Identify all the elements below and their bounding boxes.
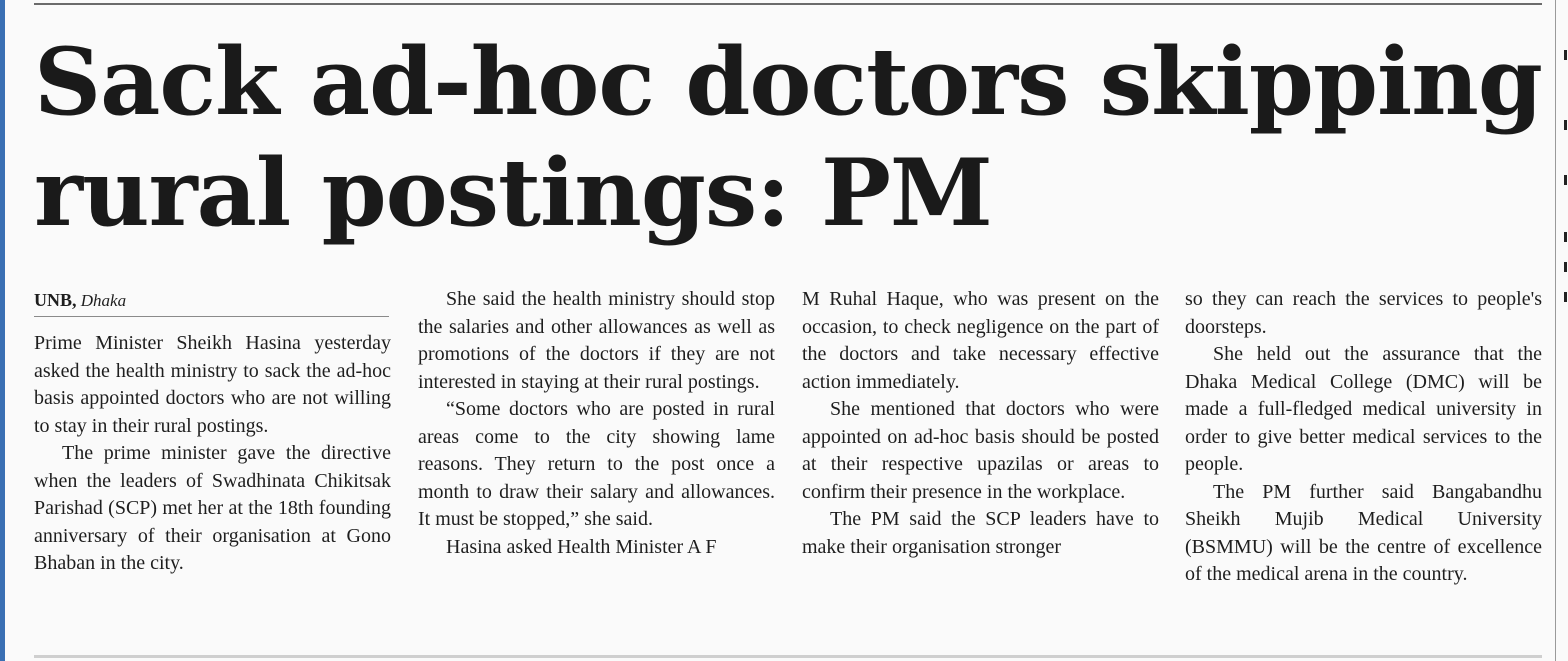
page-edge-rule bbox=[0, 0, 5, 661]
paragraph: The PM further said Bangabandhu Sheikh Mujib Medical University (BSMMU) will be the centre of excellence of the medical arena in the country. bbox=[1185, 480, 1542, 585]
article-column-1 bbox=[34, 330, 391, 578]
paragraph: “Some doctors who are posted in rural areas come to the city showing lame reasons. They return to the post once a month to draw their salary and allowances. It must be stopped,” she said. bbox=[418, 398, 775, 530]
paragraph: The prime minister gave the directive when the leaders of Swadhinata Chikitsak Parishad (SCP) met her at the 18th founding anniversary of their organisation at Gono Bhaban in the city. bbox=[34, 442, 391, 574]
paragraph: The PM said the SCP leaders have to make their organisation stronger bbox=[802, 508, 1159, 558]
top-rule bbox=[34, 3, 1542, 5]
bottom-rule bbox=[34, 655, 1542, 658]
paragraph: Prime Minister Sheikh Hasina yesterday asked the health ministry to sack the ad-hoc basis appointed doctors who are not willing to stay in their rural postings. bbox=[34, 332, 391, 437]
headline-line-2: rural postings: PM bbox=[34, 138, 992, 247]
byline bbox=[34, 289, 126, 312]
byline-divider bbox=[34, 316, 389, 317]
paragraph: She held out the assurance that the Dhaka Medical College (DMC) will be made a full-fledged medical university in order to give better medical services to the people. bbox=[1185, 343, 1542, 475]
byline-agency: UNB, bbox=[34, 290, 77, 310]
paragraph: She said the health ministry should stop the salaries and other allowances as well as promotions of the doctors if they are not interested in staying at their rural postings. bbox=[418, 288, 775, 393]
paragraph: so they can reach the services to people's doorsteps. bbox=[1185, 288, 1542, 338]
paragraph: She mentioned that doctors who were appointed on ad-hoc basis should be posted at their respective upazilas or areas to confirm their presence in the workplace. bbox=[802, 398, 1159, 503]
article-column-2 bbox=[418, 286, 775, 561]
byline-place: Dhaka bbox=[80, 291, 127, 310]
paragraph: M Ruhal Haque, who was present on the occasion, to check negligence on the part of the doctors and take necessary effective action immediately. bbox=[802, 288, 1159, 393]
article-column-3 bbox=[802, 286, 1159, 561]
article-column-4 bbox=[1185, 286, 1542, 589]
paragraph: Hasina asked Health Minister A F bbox=[446, 535, 717, 558]
article-headline bbox=[34, 26, 1544, 248]
right-margin-rule bbox=[1555, 0, 1556, 661]
headline-line-1: Sack ad-hoc doctors skipping bbox=[34, 27, 1542, 136]
